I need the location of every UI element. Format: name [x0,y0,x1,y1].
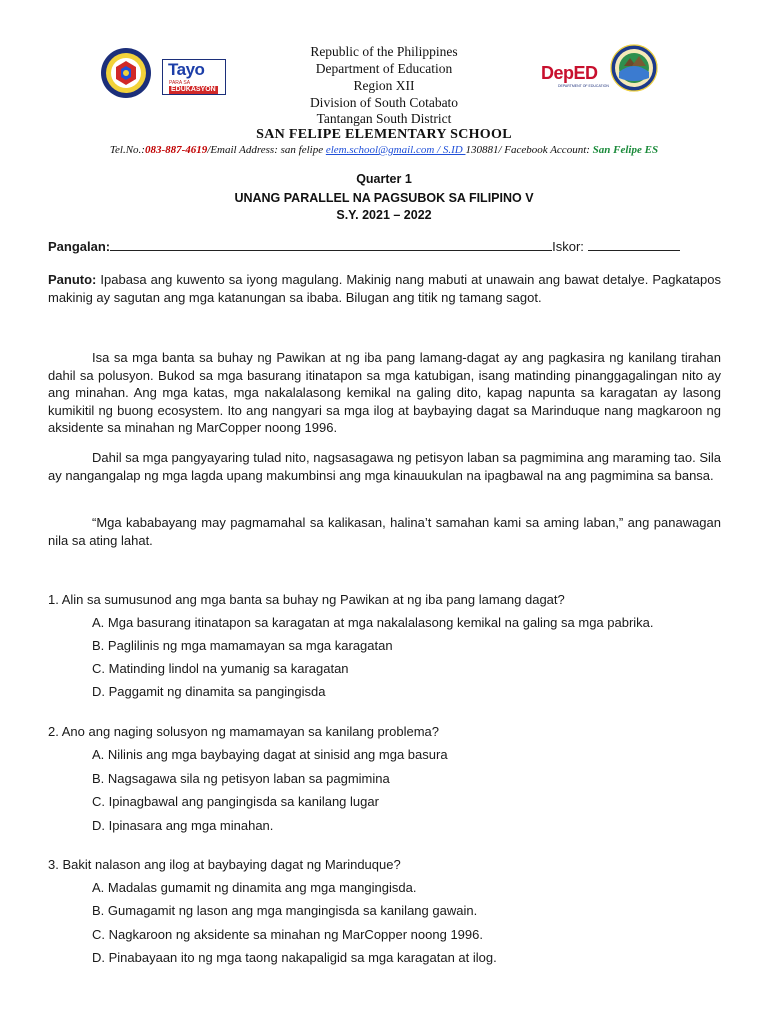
story-paragraph-3 [48,514,721,549]
score-field[interactable] [588,239,680,251]
q1-option-c[interactable]: C. Matinding lindol na yumanig sa karagatan [92,661,349,676]
q2-option-d[interactable]: D. Ipinasara ang mga minahan. [92,818,274,833]
tayo-logo-small1: PARA SA [169,80,191,86]
score-label: Iskor: [552,239,588,254]
q3-option-c[interactable]: C. Nagkaroon ng aksidente sa minahan ng MarCopper noong 1996. [92,927,483,942]
email-label: /Email Address: san felipe [207,144,326,156]
header-region: Region XII [353,78,415,93]
question-1: 1. Alin sa sumusunod ang mga banta sa buhay ng Pawikan at ng iba pang lamang dagat? [48,592,565,607]
contact-line [0,144,768,156]
q2-option-b[interactable]: B. Nagsagawa sila ng petisyon laban sa pagmimina [92,771,390,786]
name-score-line [48,239,680,254]
instructions-text: Ipabasa ang kuwento sa iyong magulang. Makinig nang mabuti at unawain ang bawat detalye. Pagkatapos makinig ay sagutan ang mga katanungan sa ibaba. Bilugan ang titik ng tamang sagot. [48,272,721,305]
q3-option-a[interactable]: A. Madalas gumamit ng dinamita ang mga mangingisda. [92,880,417,895]
header-republic: Republic of the Philippines [310,44,458,59]
story-p2-text: Dahil sa mga pangyayaring tulad nito, nagsasagawa ng petisyon laban sa pagmimina ang maraming tao. Sila ay nangangalap ng mga lagda upang makumbinsi ang mga kinauukulan na ipagbawal na ang pagmimina sa bansa. [48,450,721,483]
deped-logo-text: DepED [541,63,598,83]
question-2: 2. Ano ang naging solusyon ng mamamayan sa kanilang problema? [48,724,439,739]
q2-option-c[interactable]: C. Ipinagbawal ang pangingisda sa kanilang lugar [92,794,379,809]
header-district: Tantangan South District [316,111,452,126]
exam-title: UNANG PARALLEL NA PAGSUBOK SA FILIPINO V [234,191,534,205]
facebook-account: San Felipe ES [592,144,659,156]
q3-option-d[interactable]: D. Pinabayaan ito ng mga taong nakapaligid sa mga karagatan at ilog. [92,950,497,965]
story-paragraph-1 [48,349,721,437]
school-name: SAN FELIPE ELEMENTARY SCHOOL [256,127,512,142]
instructions [48,271,721,306]
instructions-label: Panuto: [48,272,97,287]
tayo-logo-small2: EDUKASYON [171,86,216,93]
header-division: Division of South Cotabato [309,95,459,110]
q3-option-b[interactable]: B. Gumagamit ng lason ang mga mangingisda sa kanilang gawain. [92,903,478,918]
quarter-label: Quarter 1 [356,172,412,186]
deped-logo-sub: DEPARTMENT OF EDUCATION [558,84,609,88]
name-label: Pangalan: [48,239,111,254]
school-year: S.Y. 2021 – 2022 [336,208,432,222]
header-department: Department of Education [315,61,453,76]
question-3: 3. Bakit nalason ang ilog at baybaying dagat ng Marinduque? [48,857,401,872]
story-p1-text: Isa sa mga banta sa buhay ng Pawikan at ng iba pang lamang-dagat ay ang pagkasira ng kanilang tirahan dahil sa polusyon. Bukod sa mga basurang itinatapon sa mga katubigan, isang matinding pinanggagalingan nito ay ang minahan. Ang mga katas, mga nakalalasong kemikal na galing dito, kapag napunta sa karagatan ay lasong kumikitil ng buong ecosystem. Ito ang nangyari sa mga ilog at baybaying dagat sa Marinduque nang magkaroon ng aksidente sa minahan ng MarCopper noong 1996. [48,350,721,435]
q1-option-a[interactable]: A. Mga basurang itinatapon sa karagatan at mga nakalalasong kemikal na galing sa mga pabrika. [92,615,654,630]
q1-option-b[interactable]: B. Paglilinis ng mga mamamayan sa mga karagatan [92,638,393,653]
email-link[interactable]: elem.school@gmail.com / S.ID [325,144,466,156]
school-id: 130881/ Facebook Account: [465,144,593,156]
phone-number: 083-887-4619 [144,144,208,156]
q1-option-d[interactable]: D. Paggamit ng dinamita sa pangingisda [92,684,326,699]
story-p3-text: “Mga kababayang may pagmamahal sa kalikasan, halina’t samahan kami sa aming laban,” ang panawagan nila sa ating lahat. [48,515,721,548]
q2-option-a[interactable]: A. Nilinis ang mga baybaying dagat at sinisid ang mga basura [92,747,448,762]
tel-label: Tel.No.: [109,144,145,156]
tayo-logo-text: Tayo [168,60,205,79]
story-paragraph-2 [48,449,721,484]
name-field[interactable] [110,239,552,251]
